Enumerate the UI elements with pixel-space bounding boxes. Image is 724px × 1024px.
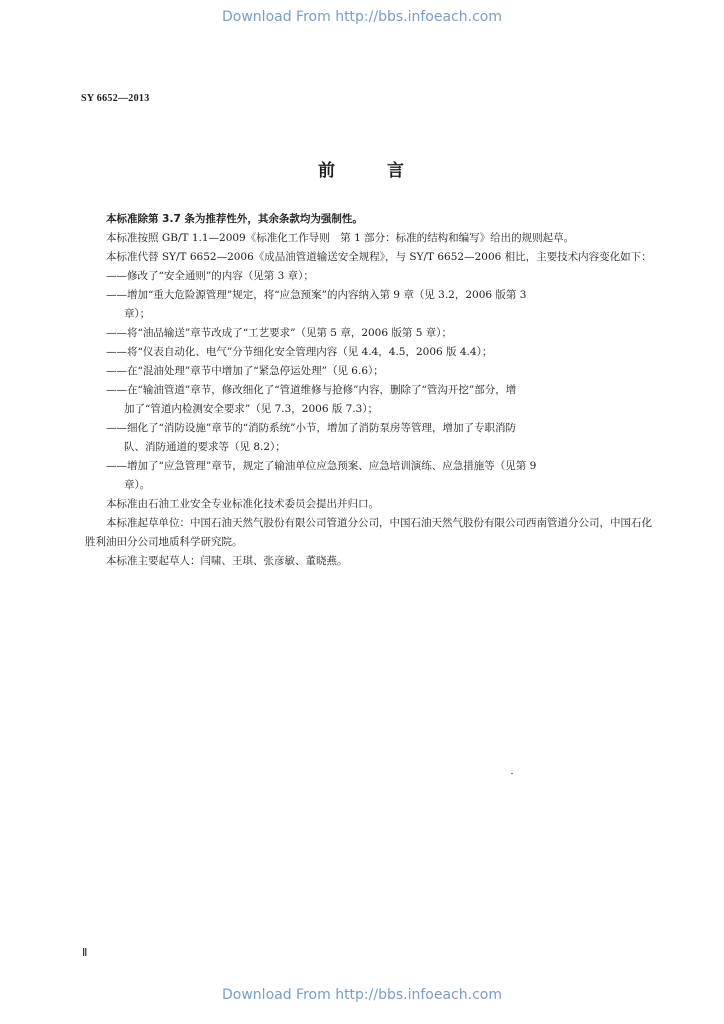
watermark-bottom: Download From http://bbs.infoeach.com	[222, 987, 502, 1003]
change-item: ——修改了“安全通则”的内容（见第 3 章）；	[106, 270, 314, 282]
change-item: ——将“仪表自动化、电气”分节细化安全管理内容（见 4.4，4.5，2006 版 4.4）；	[106, 346, 493, 358]
change-item: ——将“油品输送”章节改成了“工艺要求”（见第 5 章，2006 版第 5 章）；	[106, 327, 452, 339]
paragraph-proposer: 本标准由石油工业安全专业标准化技术委员会提出并归口。	[106, 498, 379, 510]
page-number: Ⅱ	[82, 947, 88, 959]
change-item: ——在“输油管道”章节，修改细化了“管道维修与抢修”内容，删除了“管沟开挖”部分，增	[106, 384, 517, 396]
paragraph-normative-note: 本标准除第 3.7 条为推荐性外，其余条款均为强制性。	[106, 213, 363, 225]
standard-code: SY 6652—2013	[81, 93, 150, 104]
change-item-continuation: 章）；	[124, 308, 151, 320]
scan-speck	[511, 773, 513, 774]
change-item-continuation: 加了“管道内检测安全要求”（见 7.3，2006 版 7.3）；	[124, 403, 379, 415]
title-char-2: 言	[387, 161, 406, 181]
change-item: ——增加“重大危险源管理”规定，将“应急预案”的内容纳入第 9 章（见 3.2，2006 版第 3	[106, 289, 527, 301]
page-title	[0, 156, 724, 181]
change-item: ——增加了“应急管理”章节，规定了输油单位应急预案、应急培训演练、应急措施等（见第 9	[106, 460, 537, 472]
change-item-continuation: 队、消防通道的要求等（见 8.2）；	[124, 441, 286, 453]
change-item: ——在“混油处理”章节中增加了“紧急停运处理”（见 6.6）；	[106, 365, 384, 377]
change-list	[85, 267, 655, 495]
paragraph-drafters: 本标准主要起草人：闫啸、王琪、张彦敏、董晓燕。	[106, 555, 348, 567]
change-item-continuation: 章）。	[124, 479, 151, 491]
foreword-body	[85, 210, 655, 571]
watermark-top: Download From http://bbs.infoeach.com	[222, 9, 502, 25]
paragraph-drafting-units: 本标准起草单位：中国石油天然气股份有限公司管道分公司，中国石油天然气股份有限公司西南管道分公司，中国石化胜利油田分公司地质科学研究院。	[85, 517, 652, 548]
paragraph-drafting-rules: 本标准按照 GB/T 1.1—2009《标准化工作导则 第 1 部分：标准的结构和编写》给出的规则起草。	[106, 232, 575, 244]
paragraph-replacement: 本标准代替 SY/T 6652—2006《成品油管道输送安全规程》，与 SY/T 6652—2006 相比，主要技术内容变化如下：	[106, 251, 652, 263]
title-char-1: 前	[318, 161, 337, 181]
change-item: ——细化了“消防设施”章节的“消防系统”小节，增加了消防泵房等管理，增加了专职消防	[106, 422, 516, 434]
